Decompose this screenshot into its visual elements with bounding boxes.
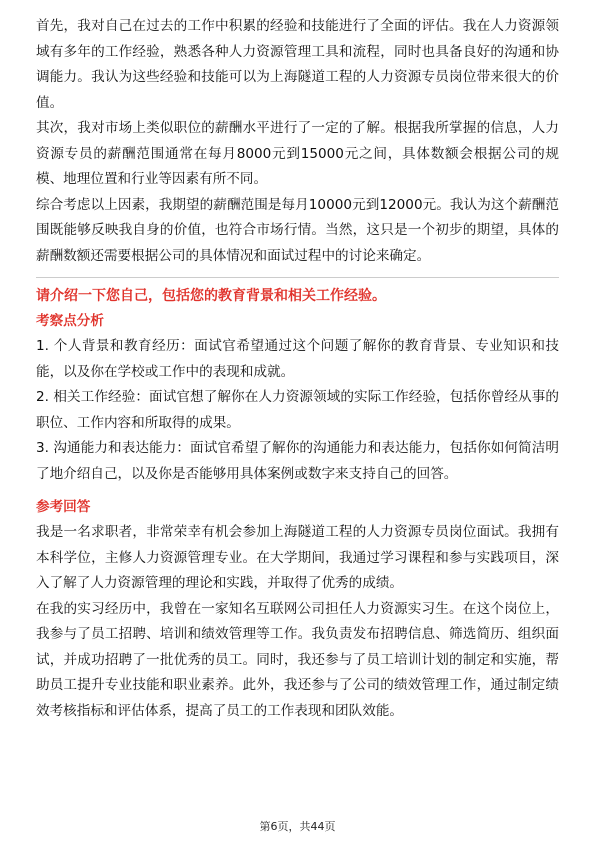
- page-footer: 第6页，共44页: [259, 820, 336, 833]
- document-page: [36, 14, 559, 724]
- answer-title: 参考回答: [36, 499, 91, 515]
- section-gap: [36, 487, 559, 495]
- section-divider: [36, 277, 559, 278]
- answer-paragraph-1: 我是一名求职者，非常荣幸有机会参加上海隧道工程的人力资源专员岗位面试。我拥有本科学位，主修人力资源管理专业。在大学期间，我通过学习课程和参与实践项目，深入了解了人力资源管理的理论和实践，并取得了优秀的成绩。: [36, 524, 559, 591]
- intro-paragraph-3: 综合考虑以上因素，我期望的薪酬范围是每月10000元到12000元。我认为这个薪酬范围既能够反映我自身的价值，也符合市场行情。当然，这只是一个初步的期望，具体的薪酬数额还需要根据公司的具体情况和面试过程中的讨论来确定。: [36, 196, 559, 264]
- answer-paragraph-2: 在我的实习经历中，我曾在一家知名互联网公司担任人力资源实习生。在这个岗位上，我参与了员工招聘、培训和绩效管理等工作。我负责发布招聘信息、筛选简历、组织面试，并成功招聘了一批优秀的员工。同时，我还参与了员工培训计划的制定和实施，帮助员工提升专业技能和职业素养。此外，我还参与了公司的绩效管理工作，通过制定绩效考核指标和评估体系，提高了员工的工作表现和团队效能。: [36, 600, 559, 719]
- intro-paragraph-1: 首先，我对自己在过去的工作中积累的经验和技能进行了全面的评估。我在人力资源领域有多年的工作经验，熟悉各种人力资源管理工具和流程，同时也具备良好的沟通和协调能力。我认为这些经验和技能可以为上海隧道工程的人力资源专员岗位带来很大的价值。: [36, 18, 559, 111]
- analysis-item-2: 2. 相关工作经验：面试官想了解你在人力资源领域的实际工作经验，包括你曾经从事的职位、工作内容和所取得的成果。: [36, 389, 559, 431]
- analysis-item-3: 3. 沟通能力和表达能力：面试官希望了解你的沟通能力和表达能力，包括你如何简洁明了地介绍自己，以及你是否能够用具体案例或数字来支持自己的回答。: [36, 440, 559, 482]
- question-heading: 请介绍一下您自己，包括您的教育背景和相关工作经验。: [36, 288, 386, 304]
- analysis-title: 考察点分析: [36, 313, 104, 329]
- intro-paragraph-2: 其次，我对市场上类似职位的薪酬水平进行了一定的了解。根据我所掌握的信息，人力资源专员的薪酬范围通常在每月8000元到15000元之间，具体数额会根据公司的规模、地理位置和行业等因素有所不同。: [36, 120, 559, 187]
- analysis-item-1: 1. 个人背景和教育经历：面试官希望通过这个问题了解你的教育背景、专业知识和技能，以及你在学校或工作中的表现和成就。: [36, 338, 559, 380]
